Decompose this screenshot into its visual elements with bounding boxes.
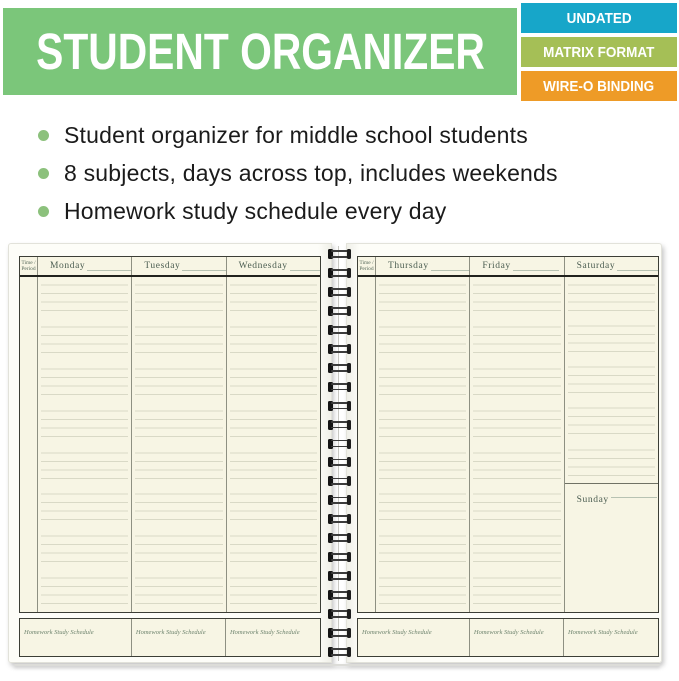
day-column [470,277,564,612]
day-column-header [565,257,658,275]
date-blank-line [290,270,320,271]
binding-ring [328,325,351,335]
subject-row-cell [227,277,320,319]
subject-grid [20,277,320,612]
homework-label: Homework Study Schedule [473,629,544,636]
badge-undated [521,3,677,33]
subject-row-cell [132,361,225,403]
subject-row-cell [470,486,563,528]
badge-label: UNDATED [566,9,632,27]
page-stack-edge [14,664,660,666]
week-grid-left [19,256,321,613]
corner-label: Period [359,266,374,272]
subject-row-cell [565,277,658,318]
subject-row-cell [38,528,131,570]
binding-ring [328,457,351,467]
badge-label: MATRIX FORMAT [543,43,655,61]
subject-row-cell [376,570,469,612]
binding-ring [328,647,351,657]
day-label: Saturday [576,261,616,271]
subject-row-cell [132,277,225,319]
binding-ring [328,420,351,430]
homework-label: Homework Study Schedule [135,629,206,636]
subject-grid [358,277,658,612]
subject-row-cell [470,403,563,445]
day-column [565,277,658,612]
bullet-item [38,154,558,192]
homework-row [357,618,659,657]
binding-ring [328,571,351,581]
time-period-cell [358,570,375,612]
homework-cell [132,619,226,656]
time-period-cell [20,445,37,487]
bullet-text: Homework study schedule every day [64,197,447,224]
binding-ring [328,533,351,543]
homework-row [19,618,321,657]
bullet-text: Student organizer for middle school students [64,121,528,148]
binding-ring [328,344,351,354]
bullet-item [38,192,558,230]
product-title: STUDENT ORGANIZER [35,23,485,80]
day-column-header [376,257,470,275]
date-blank-line [513,270,559,271]
day-column [38,277,132,612]
time-period-cell [358,403,375,445]
homework-cell [20,619,132,656]
bullet-icon [38,130,49,141]
day-header-row [358,257,658,277]
subject-row-cell [38,403,131,445]
binding-ring [328,552,351,562]
day-label: Sunday [576,494,609,505]
subject-row-cell [38,319,131,361]
time-period-cell [358,445,375,487]
subject-row-cell [470,361,563,403]
time-period-cell [358,319,375,361]
date-blank-line [182,270,226,271]
badge-label: WIRE-O BINDING [543,77,655,95]
binding-ring [328,590,351,600]
subject-row-cell [132,570,225,612]
binding-ring [328,628,351,638]
binding-ring [328,249,351,259]
day-column-header [470,257,564,275]
time-period-cell [358,361,375,403]
binding-ring [328,363,351,373]
binding-ring [328,609,351,619]
binding-ring [328,382,351,392]
subject-row-cell [376,445,469,487]
subject-row-cell [470,277,563,319]
homework-cell [470,619,564,656]
subject-row-cell [565,359,658,400]
homework-cell [358,619,470,656]
subject-row-cell [132,403,225,445]
subject-row-cell [227,445,320,487]
day-column-header [132,257,226,275]
time-period-cell [20,570,37,612]
time-period-cell [20,403,37,445]
subject-row-cell [565,318,658,359]
date-blank-line [87,270,132,271]
time-period-cell [358,486,375,528]
time-period-cell [20,361,37,403]
subject-row-cell [470,445,563,487]
subject-row-cell [132,445,225,487]
bullet-icon [38,168,49,179]
homework-label: Homework Study Schedule [229,629,300,636]
binding-ring [328,287,351,297]
bullet-item [38,116,558,154]
subject-row-cell [376,528,469,570]
subject-row-cell [565,442,658,483]
day-label: Monday [50,261,86,271]
day-column-header [227,257,320,275]
day-label: Wednesday [238,261,288,271]
corner-label: Time / [359,259,374,266]
subject-row-cell [470,570,563,612]
day-label: Thursday [388,261,429,271]
homework-cell [226,619,320,656]
bullet-text: 8 subjects, days across top, includes weekends [64,159,558,186]
corner-label: Time / [21,259,36,266]
subject-row-cell [470,528,563,570]
time-period-column [20,277,38,612]
planner-right-page [346,243,662,663]
homework-label: Homework Study Schedule [362,629,432,636]
subject-row-cell [38,445,131,487]
time-period-column [358,277,376,612]
time-period-cell [20,486,37,528]
binding-ring [328,268,351,278]
binding-ring [328,495,351,505]
day-label: Friday [482,261,511,271]
time-period-corner-cell [20,257,38,275]
time-period-cell [20,319,37,361]
subject-row-cell [376,486,469,528]
subject-row-cell [227,403,320,445]
subject-row-cell [227,486,320,528]
subject-row-cell [38,486,131,528]
bullet-icon [38,206,49,217]
time-period-cell [20,528,37,570]
week-grid-right [357,256,659,613]
subject-row-cell [227,361,320,403]
subject-row-cell [376,277,469,319]
time-period-cell [358,277,375,319]
time-period-cell [20,277,37,319]
day-column [132,277,226,612]
day-column-header [38,257,132,275]
day-column [227,277,320,612]
binding-ring [328,514,351,524]
binding-ring [328,476,351,486]
sunday-section [565,483,658,612]
subject-row-cell [38,277,131,319]
subject-row-cell [227,570,320,612]
day-label: Tuesday [144,261,181,271]
subject-row-cell [376,361,469,403]
subject-row-cell [132,319,225,361]
subject-row-cell [227,528,320,570]
homework-label: Homework Study Schedule [567,629,638,636]
subject-row-cell [132,528,225,570]
date-blank-line [611,497,657,498]
bullet-list [38,116,558,230]
date-blank-line [431,270,471,271]
homework-label: Homework Study Schedule [24,629,94,636]
badge-wire-o-binding [521,71,677,101]
subject-row-cell [376,319,469,361]
corner-label: Period [21,266,36,272]
day-column [376,277,470,612]
subject-row-cell [376,403,469,445]
feature-badges [521,3,677,105]
subject-row-cell [38,570,131,612]
time-period-corner-cell [358,257,376,275]
subject-row-cell [132,486,225,528]
date-blank-line [617,270,658,271]
time-period-cell [358,528,375,570]
subject-row-cell [565,400,658,441]
planner-left-page [8,243,332,663]
day-header-row [20,257,320,277]
wire-o-binding [328,249,351,663]
binding-ring [328,439,351,449]
subject-row-cell [470,319,563,361]
badge-matrix-format [521,37,677,67]
binding-ring [328,401,351,411]
subject-row-cell [227,319,320,361]
title-banner [3,8,517,95]
homework-cell [564,619,658,656]
subject-row-cell [38,361,131,403]
binding-ring [328,306,351,316]
